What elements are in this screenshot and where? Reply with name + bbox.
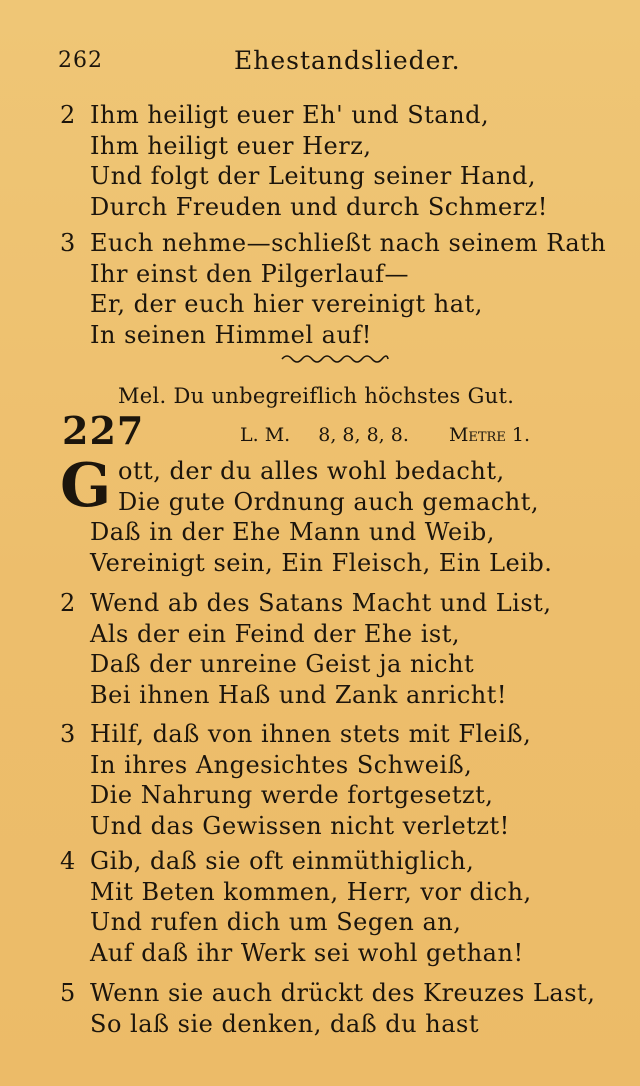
verse-line: 3 Euch nehme—schließt nach seinem Rath [60,229,607,257]
verse-line: Ihm heiligt euer Herz, [90,131,372,160]
preceding-verse-3 [60,228,620,350]
verse-number: 2 [60,101,76,129]
verse-line: 2 Wend ab des Satans Macht und List, [60,589,552,617]
page-number: 262 [58,48,103,73]
running-title: Ehestandslieder. [234,46,461,75]
page-header [58,44,598,80]
verse-number: 5 [60,979,76,1007]
verse-line: In ihres Angesichtes Schweiß, [90,750,473,779]
verse-line: Ihr einst den Pilgerlauf— [90,259,409,288]
verse-line: Und rufen dich um Segen an, [90,908,462,936]
verse-line: Durch Freuden und durch Schmerz! [90,192,548,221]
verse-line: Daß in der Ehe Mann und Weib, [90,518,495,546]
verse-line: In seinen Himmel auf! [90,320,372,349]
meter-label: Metre 1. [448,424,530,446]
verse-line: 3 Hilf, daß von ihnen stets mit Fleiß, [60,720,532,748]
verse-number: 3 [60,229,76,257]
verse-line: Er, der euch hier vereinigt hat, [90,290,483,318]
hymn-verse-5 [60,978,620,1039]
drop-cap: G [60,451,112,521]
verse-line: Als der ein Feind der Ehe ist, [90,619,460,648]
verse-line: Bei ihnen Haß und Zank anricht! [90,680,508,709]
verse-line: Auf daß ihr Werk sei wohl gethan! [90,938,524,967]
verse-line: Vereinigt sein, Ein Fleisch, Ein Leib. [90,548,553,577]
hymn-verse-2 [60,588,620,710]
verse-line: Die gute Ordnung auch gemacht, [118,487,540,516]
hymn-verse-3 [60,719,620,841]
hymn-verse-4 [60,846,620,968]
verse-line: Daß der unreine Geist ja nicht [90,650,475,678]
meter-line [240,424,530,446]
verse-line: 5 Wenn sie auch drückt des Kreuzes Last, [60,979,596,1007]
verse-number: 2 [60,589,76,617]
verse-line: Und das Gewissen nicht verletzt! [90,811,510,840]
preceding-verse-2 [60,100,620,222]
meter-code: L. M. [240,424,291,446]
verse-line: 2 Ihm heiligt euer Eh' und Stand, [60,101,490,129]
verse-line: Und folgt der Leitung seiner Hand, [90,162,536,190]
hymn-verse-1 [60,451,620,578]
verse-number: 3 [60,720,76,748]
meter-pattern: 8, 8, 8, 8. [318,424,409,446]
verse-line: Die Nahrung werde fortgesetzt, [90,781,494,809]
verse-line: Mit Beten kommen, Herr, vor dich, [90,877,532,906]
verse-line: ott, der du alles wohl bedacht, [118,457,505,485]
verse-number: 4 [60,847,76,875]
verse-line: So laß sie denken, daß du hast [90,1009,479,1038]
hymn-number: 227 [62,408,145,453]
melody-line: Mel. Du unbegreiflich höchstes Gut. [118,384,515,408]
verse-line: 4 Gib, daß sie oft einmüthiglich, [60,847,475,875]
wavy-divider-ornament [280,352,390,366]
